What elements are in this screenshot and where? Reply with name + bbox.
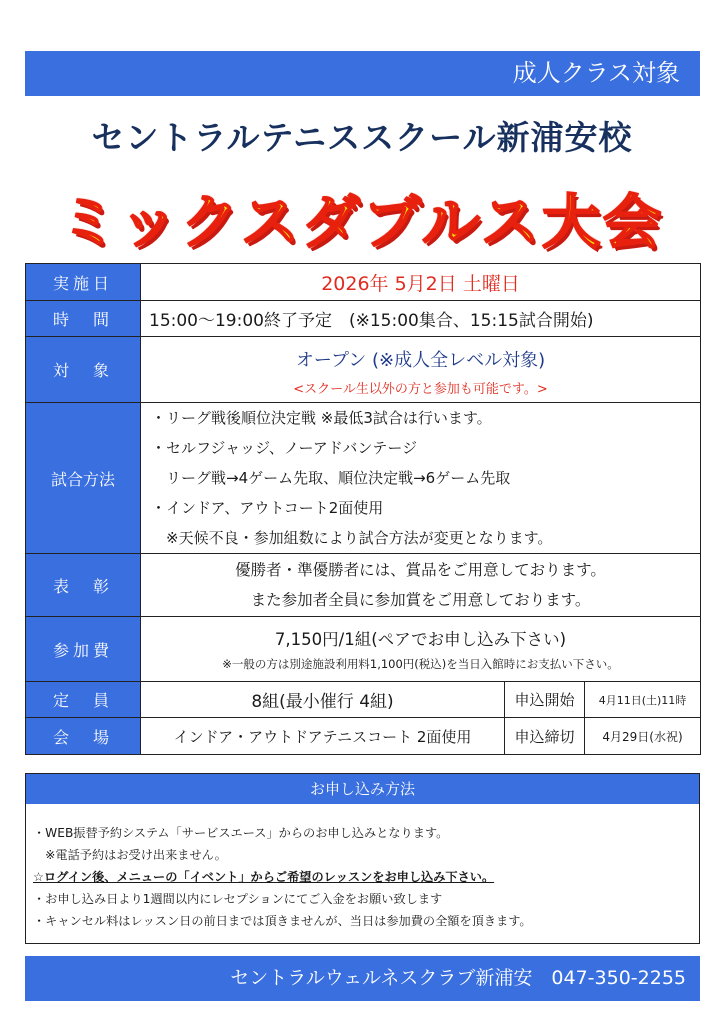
event-info-table xyxy=(25,263,701,755)
application-heading: お申し込み方法 xyxy=(26,774,699,804)
application-line: ・WEB振替予約システム「サービスエース」からのお申し込みとなります。 xyxy=(33,826,449,840)
capacity-row xyxy=(26,682,701,718)
method-row xyxy=(26,403,701,554)
application-line: ・お申し込み日より1週間以内にレセプションにてご入金をお願い致します xyxy=(33,892,443,906)
apply-start-value: 4月11日(土)11時 xyxy=(585,682,701,718)
date-row xyxy=(26,264,701,301)
method-line: ・セルフジャッジ、ノーアドバンテージ xyxy=(151,439,418,457)
method-line: リーグ戦→4ゲーム先取、順位決定戦→6ゲーム先取 xyxy=(151,469,511,487)
date-label: 実施日 xyxy=(26,264,141,301)
date-value: 2026年 5月2日 土曜日 xyxy=(141,264,701,301)
award-cell xyxy=(141,554,701,617)
time-label: 時 間 xyxy=(26,301,141,337)
time-row xyxy=(26,301,701,337)
time-value: 15:00〜19:00終了予定 (※15:00集合、15:15試合開始) xyxy=(141,301,701,337)
fee-note: ※一般の方は別途施設利用料1,100円(税込)を当日入館時にお支払い下さい。 xyxy=(222,657,619,671)
class-target-banner xyxy=(25,51,700,96)
target-sub: <スクール生以外の方と参加も可能です。> xyxy=(293,382,548,397)
venue-value: インドア・アウトドアテニスコート 2面使用 xyxy=(141,718,505,755)
apply-start-label: 申込開始 xyxy=(505,682,585,718)
club-contact-text: セントラルウェルネスクラブ新浦安 047-350-2255 xyxy=(230,967,686,989)
fee-cell xyxy=(141,617,701,682)
application-line: ※電話予約はお受け出来ません。 xyxy=(33,848,227,862)
application-line: ・キャンセル料はレッスン日の前日までは頂きませんが、当日は参加費の全額を頂きます。 xyxy=(33,914,532,928)
method-line: ・インドア、アウトコート2面使用 xyxy=(151,499,384,517)
fee-row xyxy=(26,617,701,682)
fee-main: 7,150円/1組(ペアでお申し込み下さい) xyxy=(274,630,567,649)
target-row xyxy=(26,337,701,403)
fee-label: 参加費 xyxy=(26,617,141,682)
application-method-box xyxy=(25,773,700,944)
apply-end-label: 申込締切 xyxy=(505,718,585,755)
award-line: 優勝者・準優勝者には、賞品をご用意しております。 xyxy=(235,561,606,579)
class-target-text: 成人クラス対象 xyxy=(512,59,680,87)
method-line: ※天候不良・参加組数により試合方法が変更となります。 xyxy=(151,529,553,547)
method-line: ・リーグ戦後順位決定戦 ※最低3試合は行います。 xyxy=(151,409,492,427)
award-label: 表 彰 xyxy=(26,554,141,617)
capacity-label: 定 員 xyxy=(26,682,141,718)
method-cell xyxy=(141,403,701,554)
school-name: セントラルテニススクール新浦安校 xyxy=(91,118,633,157)
method-label: 試合方法 xyxy=(26,403,141,554)
award-row xyxy=(26,554,701,617)
application-body xyxy=(26,804,699,932)
application-login-note: ☆ログイン後、メニューの「イベント」からご希望のレッスンをお申し込み下さい。 xyxy=(33,870,495,884)
capacity-value: 8組(最小催行 4組) xyxy=(141,682,505,718)
target-cell xyxy=(141,337,701,403)
event-title: ミックスダブルス大会 xyxy=(59,188,665,256)
target-label: 対 象 xyxy=(26,337,141,403)
venue-label: 会 場 xyxy=(26,718,141,755)
target-main: オープン (※成人全レベル対象) xyxy=(295,350,546,371)
venue-row xyxy=(26,718,701,755)
club-contact-banner xyxy=(25,956,700,1001)
award-line: また参加者全員に参加賞をご用意しております。 xyxy=(250,591,591,609)
apply-end-value: 4月29日(水祝) xyxy=(585,718,701,755)
